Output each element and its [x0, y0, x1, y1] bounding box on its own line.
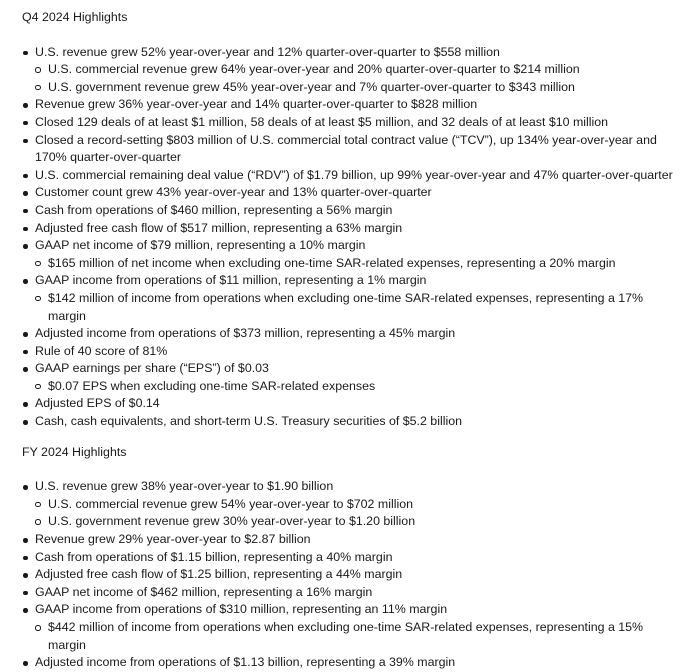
- sub-list-item: $0.07 EPS when excluding one-time SAR-related expenses: [35, 378, 674, 396]
- sub-list: [35, 290, 674, 325]
- list-item-text: Revenue grew 36% year-over-year and 14% quarter-over-quarter to $828 million: [35, 97, 478, 112]
- sub-list-item: U.S. government revenue grew 45% year-over-year and 7% quarter-over-quarter to $343 million: [35, 79, 674, 97]
- sub-list: [35, 378, 674, 396]
- sub-list: [35, 619, 674, 654]
- sub-list-item: $142 million of income from operations when excluding one-time SAR-related expenses, representing a 17% margin: [35, 290, 674, 325]
- list-item-text: Cash from operations of $460 million, representing a 56% margin: [35, 202, 393, 217]
- list-item: [22, 167, 674, 185]
- list-item: [22, 413, 674, 431]
- list-item: [22, 132, 674, 167]
- list-item-text: Adjusted free cash flow of $517 million, representing a 63% margin: [35, 220, 403, 235]
- list-item: [22, 114, 674, 132]
- list-item: [22, 601, 674, 654]
- list-item: [22, 531, 674, 549]
- list-item: [22, 220, 674, 238]
- list-item-text: Revenue grew 29% year-over-year to $2.87 billion: [35, 532, 311, 547]
- list-item: [22, 549, 674, 567]
- q4-highlights-heading: Q4 2024 Highlights: [22, 10, 128, 24]
- sub-list: [35, 61, 674, 96]
- list-item-text: GAAP earnings per share (“EPS”) of $0.03: [35, 361, 269, 376]
- list-item-text: Cash from operations of $1.15 billion, representing a 40% margin: [35, 549, 393, 564]
- list-item: [22, 395, 674, 413]
- list-item-text: Adjusted free cash flow of $1.25 billion, representing a 44% margin: [35, 567, 403, 582]
- q4-highlights-list: [22, 44, 674, 431]
- list-item: [22, 584, 674, 602]
- list-item-text: Adjusted EPS of $0.14: [35, 396, 160, 411]
- list-item: [22, 272, 674, 325]
- list-item-text: GAAP income from operations of $310 million, representing an 11% margin: [35, 602, 448, 617]
- list-item: [22, 237, 674, 272]
- sub-list-item: U.S. commercial revenue grew 54% year-over-year to $702 million: [35, 496, 674, 514]
- list-item: [22, 325, 674, 343]
- list-item-text: Rule of 40 score of 81%: [35, 343, 168, 358]
- list-item-text: Customer count grew 43% year-over-year and 13% quarter-over-quarter: [35, 185, 432, 200]
- list-item: [22, 343, 674, 361]
- list-item: [22, 360, 674, 395]
- list-item-text: U.S. revenue grew 52% year-over-year and 12% quarter-over-quarter to $558 million: [35, 44, 500, 59]
- sub-list-item: U.S. commercial revenue grew 64% year-over-year and 20% quarter-over-quarter to $214 million: [35, 61, 674, 79]
- list-item: [22, 96, 674, 114]
- list-item-text: U.S. commercial remaining deal value (“RDV”) of $1.79 billion, up 99% year-over-year and 47% quarter-over-quarter: [35, 167, 673, 182]
- sub-list: [35, 496, 674, 531]
- list-item: [22, 654, 674, 672]
- list-item-text: Adjusted income from operations of $373 million, representing a 45% margin: [35, 326, 456, 341]
- sub-list: [35, 255, 674, 273]
- sub-list-item: U.S. government revenue grew 30% year-over-year to $1.20 billion: [35, 513, 674, 531]
- fy-highlights-list: [22, 478, 674, 672]
- list-item: [22, 202, 674, 220]
- list-item: [22, 184, 674, 202]
- list-item-text: U.S. revenue grew 38% year-over-year to $1.90 billion: [35, 479, 334, 494]
- list-item-text: Cash, cash equivalents, and short-term U.S. Treasury securities of $5.2 billion: [35, 414, 462, 429]
- sub-list-item: $442 million of income from operations when excluding one-time SAR-related expenses, representing a 15% margin: [35, 619, 674, 654]
- list-item-text: GAAP net income of $79 million, representing a 10% margin: [35, 238, 366, 253]
- list-item-text: Adjusted income from operations of $1.13 billion, representing a 39% margin: [35, 655, 456, 670]
- list-item-text: GAAP income from operations of $11 million, representing a 1% margin: [35, 273, 427, 288]
- list-item: [22, 478, 674, 531]
- list-item: [22, 44, 674, 97]
- list-item-text: Closed a record-setting $803 million of U.S. commercial total contract value (“TCV”), up 134% year-over-year and 170% quarter-over-quarter: [35, 132, 657, 165]
- list-item-text: Closed 129 deals of at least $1 million, 58 deals of at least $5 million, and 32 deals of at least $10 million: [35, 114, 609, 129]
- list-item-text: GAAP net income of $462 million, representing a 16% margin: [35, 584, 373, 599]
- sub-list-item: $165 million of net income when excluding one-time SAR-related expenses, representing a 20% margin: [35, 255, 674, 273]
- fy-highlights-heading: FY 2024 Highlights: [22, 444, 127, 459]
- list-item: [22, 566, 674, 584]
